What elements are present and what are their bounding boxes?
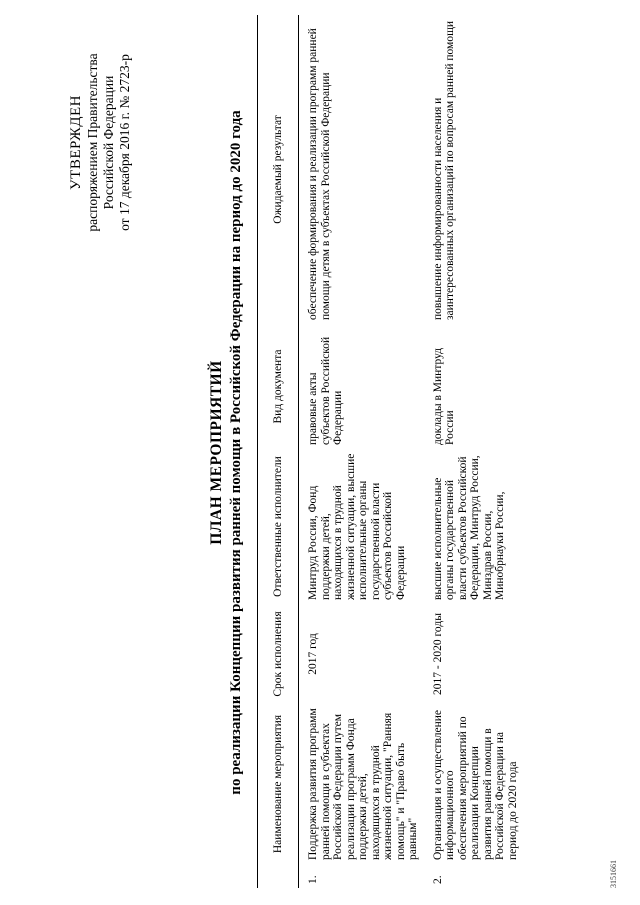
approval-line: распоряжением Правительства [85, 53, 100, 232]
row-doc-type: доклады в Минтруд России [431, 348, 456, 445]
approval-title: УТВЕРЖДЕН [68, 95, 84, 190]
row-term: 2017 - 2020 годы [431, 613, 444, 695]
document-subtitle: по реализации Концепции развития ранней помощи в Российской Федерации на период до 2020 года [228, 110, 244, 795]
table-row [424, 15, 524, 888]
row-result: повышение информированности населения и заинтересованных организаций по вопросам ранней помощи [431, 20, 456, 320]
approval-line: Российской Федерации [101, 75, 116, 210]
row-number: 1. [307, 875, 319, 884]
document-title: ПЛАН МЕРОПРИЯТИЙ [208, 360, 225, 545]
row-term: 2017 год [307, 633, 319, 675]
approval-date: от 17 декабря 2016 г. № 2723-р [117, 54, 132, 231]
header-term: Срок исполнения [258, 604, 299, 704]
plan-table [257, 15, 523, 888]
header-result: Ожидаемый результат [258, 15, 299, 324]
row-executors: Минтруд России, Фонд поддержки детей, находящихся в трудной жизненной ситуации, высшие исполнительные органы государственной власти субъектов Российской Федерации [307, 453, 407, 600]
approval-stamp [68, 20, 133, 265]
row-number: 2. [431, 875, 444, 884]
table-row [299, 15, 424, 888]
table-header-row [258, 15, 299, 888]
header-number [258, 864, 299, 888]
file-code: 3151661 [609, 860, 618, 888]
header-executors: Ответственные исполнители [258, 449, 299, 604]
row-name: Организация и осуществление информационного обеспечения мероприятий по реализации Концепции развития ранней помощи в Российской Федерации на период до 2020 года [431, 710, 519, 860]
row-result: обеспечение формирования и реализации программ ранней помощи детям в субъектах Российской Федерации [307, 28, 332, 320]
row-name: Поддержка развития программ ранней помощи в субъектах Российской Федерации путем реализации программ Фонда поддержки детей, находящихся в трудной жизненной ситуации, "Ранняя помощь" и "Право быть равным" [307, 708, 419, 860]
header-doc-type: Вид документа [258, 324, 299, 449]
row-doc-type: правовые акты субъектов Российской Федерации [307, 336, 344, 445]
row-executors: высшие исполнительные органы государственной власти субъектов Российской Федерации, Минтруд России, Минздрав России, Минобрнауки России, [431, 455, 506, 600]
header-name: Наименование мероприятия [258, 704, 299, 864]
